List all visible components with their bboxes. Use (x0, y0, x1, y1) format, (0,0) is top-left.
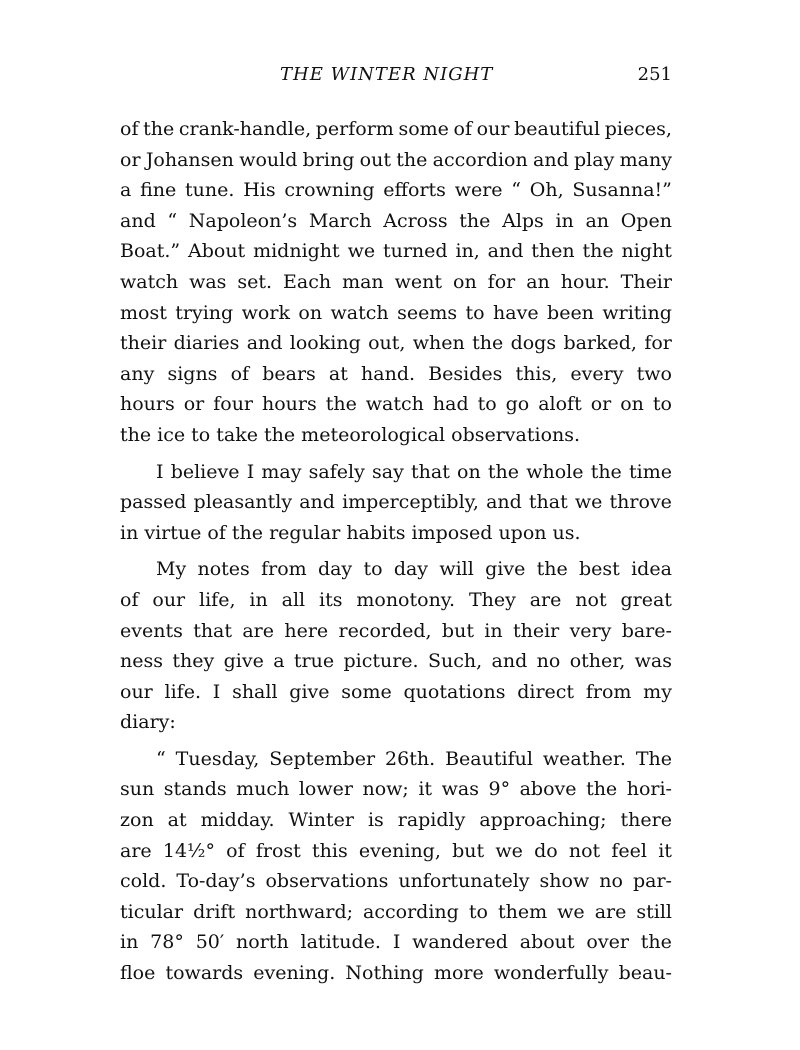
text-line: events that are here recorded, but in their very bare- (120, 619, 672, 642)
text-line: cold. To-day’s observations unfortunately show no par- (120, 870, 672, 893)
text-line: most trying work on watch seems to have been writing (120, 301, 672, 324)
text-line: the ice to take the meteorological observations. (120, 423, 581, 446)
text-line: of our life, in all its monotony. They are not great (120, 588, 672, 611)
text-line: a fine tune. His crowning efforts were “ Oh, Susanna!” (120, 179, 672, 202)
text-line: are 14½° of frost this evening, but we do not feel it (120, 839, 672, 862)
text-line: diary: (120, 711, 176, 734)
text-line: their diaries and looking out, when the dogs barked, for (120, 332, 672, 355)
paragraph-4 (120, 744, 672, 989)
text-line: of the crank-handle, perform some of our beautiful pieces, (120, 118, 672, 140)
text-line: I believe I may safely say that on the whole the time (156, 460, 672, 483)
body-text (120, 114, 672, 989)
text-line: or Johansen would bring out the accordion and play many (120, 148, 672, 171)
text-line: zon at midday. Winter is rapidly approaching; there (120, 809, 672, 832)
text-line: any signs of bears at hand. Besides this, every two (120, 362, 672, 385)
text-line: “ Tuesday, September 26th. Beautiful weather. The (156, 747, 672, 770)
paragraph-1 (120, 114, 672, 451)
text-line: and “ Napoleon’s March Across the Alps in an Open (120, 209, 672, 232)
running-title: THE WINTER NIGHT (280, 64, 494, 85)
text-line: our life. I shall give some quotations direct from my (120, 680, 672, 703)
paragraph-3 (120, 554, 672, 738)
text-line: passed pleasantly and imperceptibly, and that we throve (120, 491, 672, 514)
paragraph-2 (120, 457, 672, 549)
text-line: watch was set. Each man went on for an hour. Their (120, 270, 672, 293)
text-line: ticular drift northward; according to them we are still (120, 900, 672, 923)
text-line: Boat.” About midnight we turned in, and then the night (120, 240, 672, 263)
text-line: My notes from day to day will give the best idea (156, 558, 672, 581)
text-line: in virtue of the regular habits imposed upon us. (120, 521, 581, 544)
text-line: in 78° 50′ north latitude. I wandered about over the (120, 931, 672, 954)
text-line: floe towards evening. Nothing more wonderfully beau- (120, 962, 672, 985)
text-line: sun stands much lower now; it was 9° above the hori- (120, 778, 672, 801)
running-head (120, 64, 672, 94)
text-line: hours or four hours the watch had to go aloft or on to (120, 393, 672, 416)
page-number: 251 (637, 64, 672, 85)
text-line: ness they give a true picture. Such, and no other, was (120, 650, 672, 673)
